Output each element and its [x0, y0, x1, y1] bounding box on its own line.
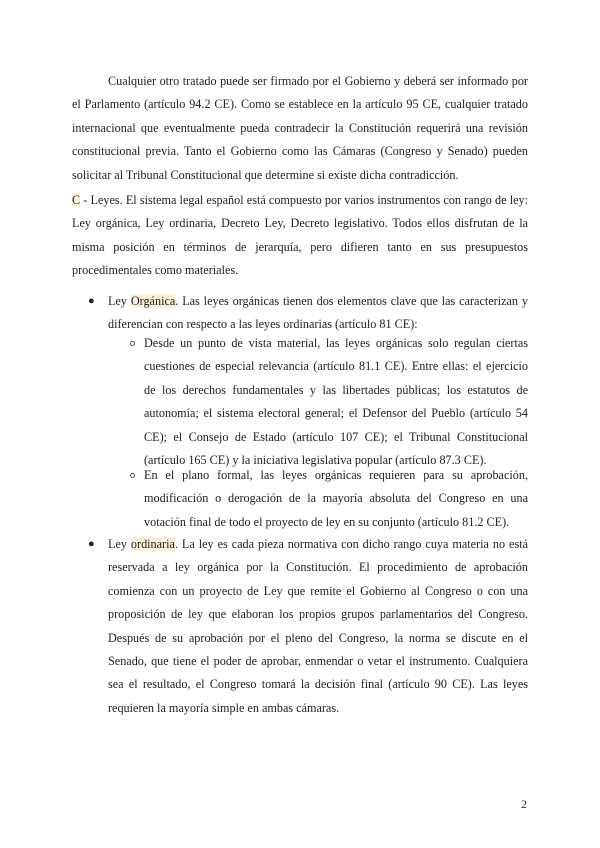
subitem-material: Desde un punto de vista material, las leyes orgánicas solo regulan ciertas cuestiones de especial relevancia (artículo 81.1 CE). Entre ellas: el ejercicio de los derechos fundamentales y las libertades públicas; los estatutos de autonomía; el sistema electoral general; el Defensor del Pueblo (artículo 54 CE); el Consejo de Estado (artículo 107 CE); el Tribunal Constitucional (artículo 165 CE) y la iniciativa legislativa popular (artículo 87.3 CE). [144, 336, 528, 468]
bullet-1-highlight: Orgánica [130, 294, 176, 308]
bullet-2-text: . La ley es cada pieza normativa con dicho rango cuya materia no está reservada a ley orgánica por la Constitución. El procedimiento de aprobación comienza con un proyecto de Ley que remite el Gobierno al Congreso o con una proposición de ley que elaboran los propios grupos parlamentarios del Congreso. Después de su aprobación por el pleno del Congreso, la norma se discute en el Senado, que tiene el poder de aprobar, enmendar o vetar el instrumento. Cualquiera sea el resultado, el Congreso tomará la decisión final (artículo 90 CE). Las leyes requieren la mayoría simple en ambas cámaras. [108, 537, 528, 715]
bullet-ley-ordinaria [108, 533, 528, 720]
bullet-2-highlight: ordinaria [130, 537, 175, 551]
paragraph-treaties: Cualquier otro tratado puede ser firmado por el Gobierno y deberá ser informado por el Parlamento (artículo 94.2 CE). Como se establece en la artículo 95 CE, cualquier tratado internacional que eventualmente pueda contradecir la Constitución requerirá una revisión constitucional previa. Tanto el Gobierno como las Cámaras (Congreso y Senado) pueden solicitar al Tribunal Constitucional que determine si existe dicha contradicción. [72, 74, 528, 182]
bullet-1-prefix: Ley [108, 294, 131, 308]
sub-bullet-circle-2 [130, 473, 135, 478]
bullet-1-text: . Las leyes orgánicas tienen dos elementos clave que las caracterizan y diferencian con respecto a las leyes ordinarias (artículo 81 CE): [108, 294, 528, 332]
bullet-2-prefix: Ley [108, 537, 131, 551]
section-c-label: C [72, 193, 81, 207]
paragraph-section-c [72, 189, 528, 283]
bullet-ley-organica [108, 290, 528, 337]
subitem-formal: En el plano formal, las leyes orgánicas requieren para su aprobación, modificación o derogación de la mayoría absoluta del Congreso en una votación final de todo el proyecto de ley en su conjunto (artículo 81.2 CE). [144, 468, 528, 529]
section-c-text: - Leyes. El sistema legal español está compuesto por varios instrumentos con rango de ley: Ley orgánica, Ley ordinaria, Decreto Ley, Decreto legislativo. Todos ellos disfrutan de la misma posición en términos de jerarquía, pero difieren tanto en sus presupuestos procedimentales como materiales. [72, 193, 528, 278]
page-number: 2 [521, 797, 527, 811]
sub-bullet-circle-1 [130, 341, 135, 346]
bullet-dot-2: ● [88, 538, 95, 550]
bullet-dot-1: ● [88, 295, 95, 307]
